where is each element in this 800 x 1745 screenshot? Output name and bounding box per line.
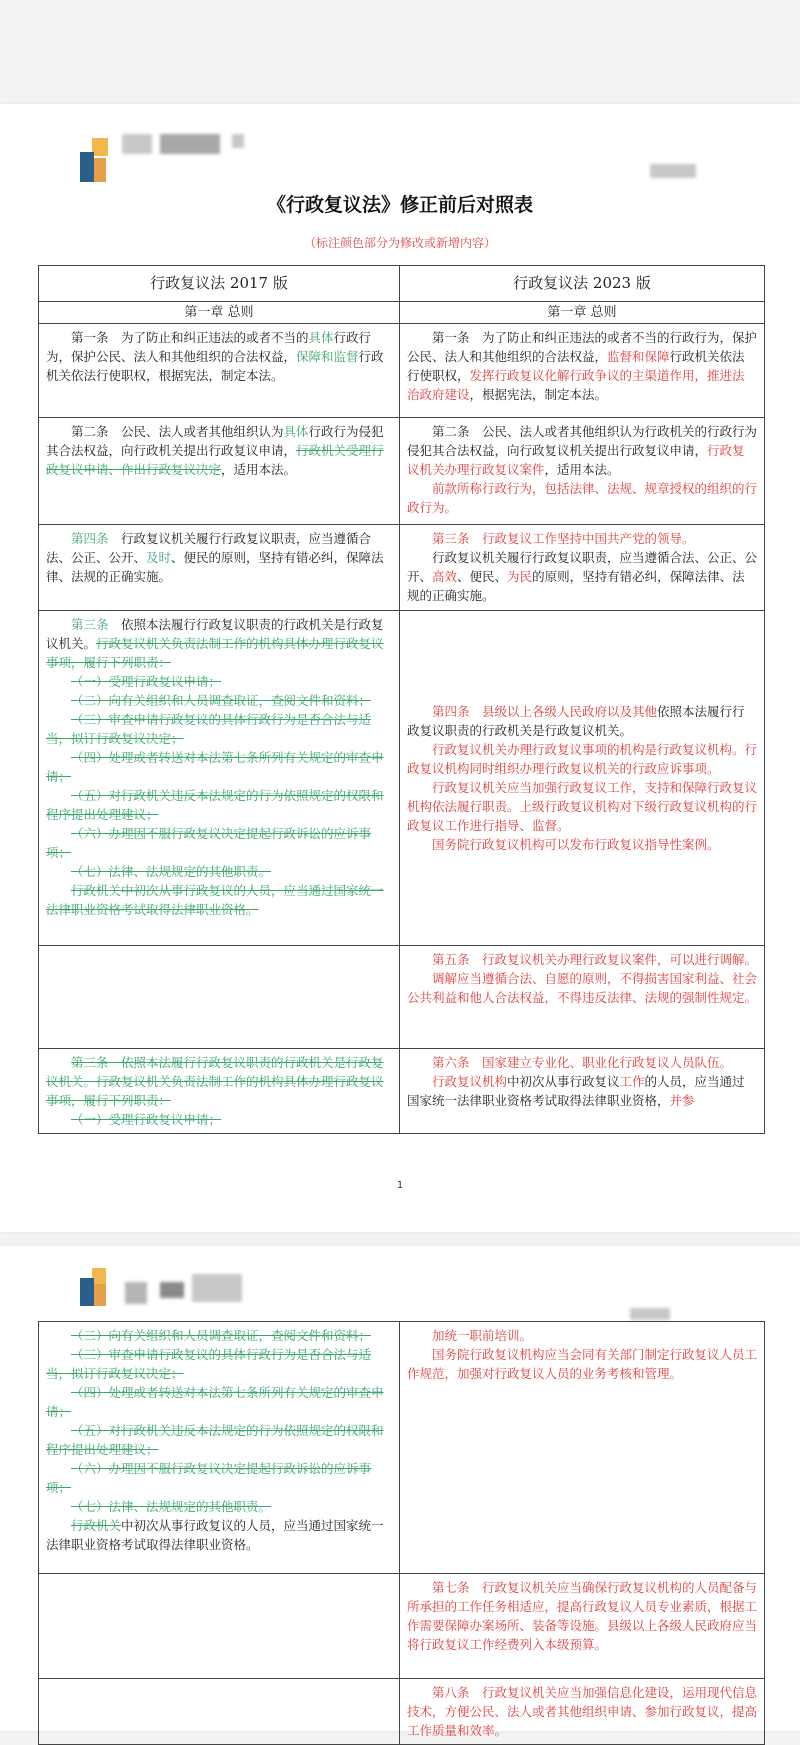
- comparison-table: [38, 265, 765, 1134]
- deleted-text: （二）向有关组织和人员调查取证，查阅文件和资料；: [71, 693, 372, 708]
- deleted-text: （六）办理因不服行政复议决定提起行政诉讼的应诉事项；: [46, 826, 372, 860]
- text-segment: 、便民的原则，坚持有错必纠，保障法律、法规的正确实施。: [46, 550, 384, 584]
- deleted-text: （五）对行政机关违反本法规定的行为依照规定的权限和程序提出处理建议；: [46, 788, 384, 822]
- text-segment: 的原则，坚持有错必纠，保障法律、法规的正确实施。: [407, 569, 745, 603]
- article-paragraph: [46, 1383, 392, 1421]
- cell-2017: [39, 1322, 400, 1574]
- deleted-text: 行政复议机关负责法制工作的机构具体办理行政复议事项，履行下列职责：: [46, 636, 384, 670]
- redacted-text: [125, 1282, 147, 1304]
- article-paragraph: [407, 740, 757, 778]
- changed-text: 第六条 国家建立专业化、职业化行政复议人员队伍。: [432, 1055, 733, 1070]
- text-segment: 行政复议机关履行行政复议职责，应当遵循合法、公正、公开、: [407, 550, 758, 584]
- changed-text: 监督和保障: [607, 349, 670, 364]
- cell-2017: [39, 946, 400, 1049]
- changed-text: 第四条: [71, 531, 109, 546]
- article-paragraph: [407, 835, 757, 854]
- changed-text: 前款所称行政行为，包括法律、法规、规章授权的组织的行政行为。: [407, 481, 758, 515]
- changed-text: 第七条 行政复议机关应当确保行政复议机构的人员配备与所承担的工作任务相适应，提高行政复议人员专业素质，根据工作需要保障办案场所、装备等设施。县级以上各级人民政府应当将行政复议工作经费列入本级预算。: [407, 1580, 758, 1652]
- changed-text: 为民: [507, 569, 533, 584]
- changed-text: 国务院行政复议机构可以发布行政复议指导性案例。: [432, 837, 720, 852]
- changed-text: 具体: [308, 330, 334, 345]
- cell-2023: [400, 418, 765, 525]
- text-segment: 行政行为，保护公民、法人和其他组织的合法权益，: [46, 330, 372, 364]
- cell-2017: [39, 324, 400, 418]
- changed-text: 并参: [669, 1093, 695, 1108]
- changed-text: 行政复议机构: [432, 1074, 508, 1089]
- deleted-text: （一）受理行政复议申请；: [71, 674, 222, 689]
- text-segment: 行政行为侵犯其合法权益，向行政机关提出行政复议申请，: [46, 424, 384, 458]
- article-paragraph: [407, 778, 757, 835]
- article-paragraph: [46, 710, 392, 748]
- text-segment: 依照本法履行行政复议职责的行政机关是行政复议机关。: [407, 704, 745, 738]
- deleted-text: （四）处理或者转送对本法第七条所列有关规定的审查申请；: [46, 1385, 384, 1419]
- changed-text: 及时: [146, 550, 172, 565]
- text-segment: 第一条 为了防止和纠正违法的或者不当的行政行为，保护公民、法人和其他组织的合法权益，: [407, 330, 758, 364]
- changed-text: 行政复议机关办理行政复议案件: [407, 443, 745, 477]
- deleted-text: （二）向有关组织和人员调查取证，查阅文件和资料；: [71, 1328, 372, 1343]
- article-paragraph: [407, 950, 757, 969]
- deleted-text: （三）审查申请行政复议的具体行政行为是否合法与适当，拟订行政复议决定；: [46, 712, 372, 746]
- cell-2017: [39, 418, 400, 525]
- text-segment: ，适用本法。: [544, 462, 620, 477]
- changed-text: 高效: [432, 569, 458, 584]
- deleted-text: （五）对行政机关违反本法规定的行为依照规定的权限和程序提出处理建议；: [46, 1423, 384, 1457]
- chapter-left: 第一章 总则: [39, 302, 400, 324]
- cell-2023: [400, 946, 765, 1049]
- article-paragraph: [46, 615, 392, 672]
- article-paragraph: [46, 786, 392, 824]
- deleted-text: 行政机关中初次从事行政复议的人员，应当通过国家统一法律职业资格考试取得法律职业资格。: [46, 883, 384, 917]
- changed-text: 保障和监督: [296, 349, 359, 364]
- cell-2017: [39, 1574, 400, 1679]
- document-page-1: [0, 104, 800, 1232]
- article-paragraph: [46, 328, 392, 385]
- changed-text: 第五条 行政复议机关办理行政复议案件，可以进行调解。: [432, 952, 758, 967]
- deleted-text: （三）审查申请行政复议的具体行政行为是否合法与适当，拟订行政复议决定；: [46, 1347, 372, 1381]
- changed-text: 行政复议机关办理行政复议事项的机构是行政复议机构。行政复议机构同时组织办理行政复议机关的行政应诉事项。: [407, 742, 758, 776]
- text-segment: 第一条 为了防止和纠正违法的或者不当的: [71, 330, 309, 345]
- redacted-text: [192, 1274, 242, 1302]
- redacted-text: [160, 1282, 184, 1298]
- document-title: 《行政复议法》修正前后对照表: [266, 194, 533, 216]
- deleted-text: （一）受理行政复议申请；: [71, 1112, 222, 1127]
- redacted-text: [650, 164, 696, 178]
- text-segment: 第二条 公民、法人或者其他组织认为: [71, 424, 284, 439]
- redacted-text: [232, 134, 244, 148]
- changed-text: 工作: [619, 1074, 645, 1089]
- article-paragraph: [46, 824, 392, 862]
- text-segment: ，根据宪法，制定本法。: [469, 387, 608, 402]
- changed-text: 加统一职前培训。: [432, 1328, 533, 1343]
- article-paragraph: [46, 1421, 392, 1459]
- article-paragraph: [407, 1326, 757, 1345]
- cell-2023: [400, 1049, 765, 1134]
- redacted-text: [630, 1308, 670, 1320]
- cell-2017: [39, 611, 400, 946]
- cell-2017: [39, 1679, 400, 1745]
- article-paragraph: [407, 1345, 757, 1383]
- logo: [80, 138, 110, 184]
- text-segment: 行政机关依法行使职权，: [407, 349, 745, 383]
- comparison-table-continued: [38, 1321, 765, 1745]
- article-paragraph: [46, 1326, 392, 1345]
- article-paragraph: [46, 862, 392, 881]
- text-segment: 中初次从事行政复议: [507, 1074, 620, 1089]
- article-paragraph: [407, 479, 757, 517]
- text-segment: 的人员，应当通过国家统一法律职业资格考试取得法律职业资格，: [407, 1074, 745, 1108]
- article-paragraph: [46, 1459, 392, 1497]
- deleted-text: 第三条 依照本法履行行政复议职责的行政机关是行政复议机关。行政复议机关负责法制工作的机构具体办理行政复议事项，履行下列职责：: [46, 1055, 384, 1108]
- article-paragraph: [407, 1053, 757, 1072]
- deleted-text: 行政机关: [71, 1518, 122, 1533]
- article-paragraph: [407, 422, 757, 479]
- article-paragraph: [407, 969, 757, 1007]
- article-paragraph: [407, 1683, 757, 1740]
- deleted-text: （七）法律、法规规定的其他职责。: [71, 1499, 272, 1514]
- changed-text: 行政复议机关应当加强行政复议工作，支持和保障行政复议机构依法履行职责。上级行政复议机构对下级行政复议机构的行政复议工作进行指导、监督。: [407, 780, 758, 833]
- article-paragraph: [46, 529, 392, 586]
- changed-text: 第八条 行政复议机关应当加强信息化建设，运用现代信息技术，方便公民、法人或者其他组织申请、参加行政复议，提高工作质量和效率。: [407, 1685, 758, 1738]
- text-segment: 第二条 公民、法人或者其他组织认为行政机关的行政行为侵犯其合法权益，向行政复议机关提出行政复议申请，: [407, 424, 758, 458]
- text-segment: 行政复议机关履行行政复议职责，应当遵循合法、公正、公开、: [46, 531, 372, 565]
- redacted-text: [160, 134, 220, 154]
- header-2017: 行政复议法 2017 版: [39, 266, 400, 302]
- redacted-text: [122, 134, 152, 154]
- changed-text: 国务院行政复议机构应当会同有关部门制定行政复议人员工作规范，加强对行政复议人员的业务考核和管理。: [407, 1347, 758, 1381]
- article-paragraph: [407, 328, 757, 404]
- document-page-2: [0, 1246, 800, 1738]
- text-segment: 依照本法履行行政复议职责的行政机关是行政复议机关。: [46, 617, 384, 651]
- article-paragraph: [46, 1516, 392, 1554]
- article-paragraph: [46, 691, 392, 710]
- changed-text: 调解应当遵循合法、自愿的原则，不得损害国家利益、社会公共利益和他人合法权益，不得违反法律、法规的强制性规定。: [407, 971, 758, 1005]
- cell-2023: [400, 611, 765, 946]
- article-paragraph: [46, 1345, 392, 1383]
- article-paragraph: [407, 548, 757, 605]
- changed-text: 第三条: [71, 617, 109, 632]
- logo: [80, 1268, 110, 1308]
- article-paragraph: [46, 881, 392, 919]
- page-number: 1: [396, 1180, 404, 1191]
- deleted-text: （七）法律、法规规定的其他职责。: [71, 864, 272, 879]
- article-paragraph: [407, 1072, 757, 1110]
- article-paragraph: [46, 748, 392, 786]
- deleted-text: （四）处理或者转送对本法第七条所列有关规定的审查申请；: [46, 750, 384, 784]
- article-paragraph: [46, 1497, 392, 1516]
- article-paragraph: [46, 422, 392, 479]
- text-segment: 、便民、: [457, 569, 508, 584]
- cell-2017: [39, 525, 400, 611]
- header-2023: 行政复议法 2023 版: [400, 266, 765, 302]
- cell-2023: [400, 1322, 765, 1574]
- article-paragraph: [46, 672, 392, 691]
- article-paragraph: [407, 1578, 757, 1654]
- text-segment: 中初次从事行政复议的人员，应当通过国家统一法律职业资格考试取得法律职业资格。: [46, 1518, 384, 1552]
- article-paragraph: [407, 529, 757, 548]
- cell-2023: [400, 1679, 765, 1745]
- article-paragraph: [46, 1110, 392, 1129]
- article-paragraph: [46, 1053, 392, 1110]
- cell-2023: [400, 525, 765, 611]
- cell-2023: [400, 324, 765, 418]
- changed-text: 第四条 县级以上各级人民政府以及其他: [432, 704, 658, 719]
- deleted-text: 行政机关受理行政复议申请、作出行政复议决定: [46, 443, 384, 477]
- article-paragraph: [407, 702, 757, 740]
- changed-text: 具体: [283, 424, 309, 439]
- deleted-text: （六）办理因不服行政复议决定提起行政诉讼的应诉事项；: [46, 1461, 372, 1495]
- changed-text: 发挥行政复议化解行政争议的主渠道作用，推进法治政府建设: [407, 368, 745, 402]
- changed-text: 第三条 行政复议工作坚持中国共产党的领导。: [432, 531, 695, 546]
- document-note: （标注颜色部分为修改或新增内容）: [303, 236, 496, 250]
- cell-2017: [39, 1049, 400, 1134]
- cell-2023: [400, 1574, 765, 1679]
- chapter-right: 第一章 总则: [400, 302, 765, 324]
- text-segment: 行政机关依法行使职权，根据宪法，制定本法。: [46, 349, 384, 383]
- text-segment: ，适用本法。: [221, 462, 297, 477]
